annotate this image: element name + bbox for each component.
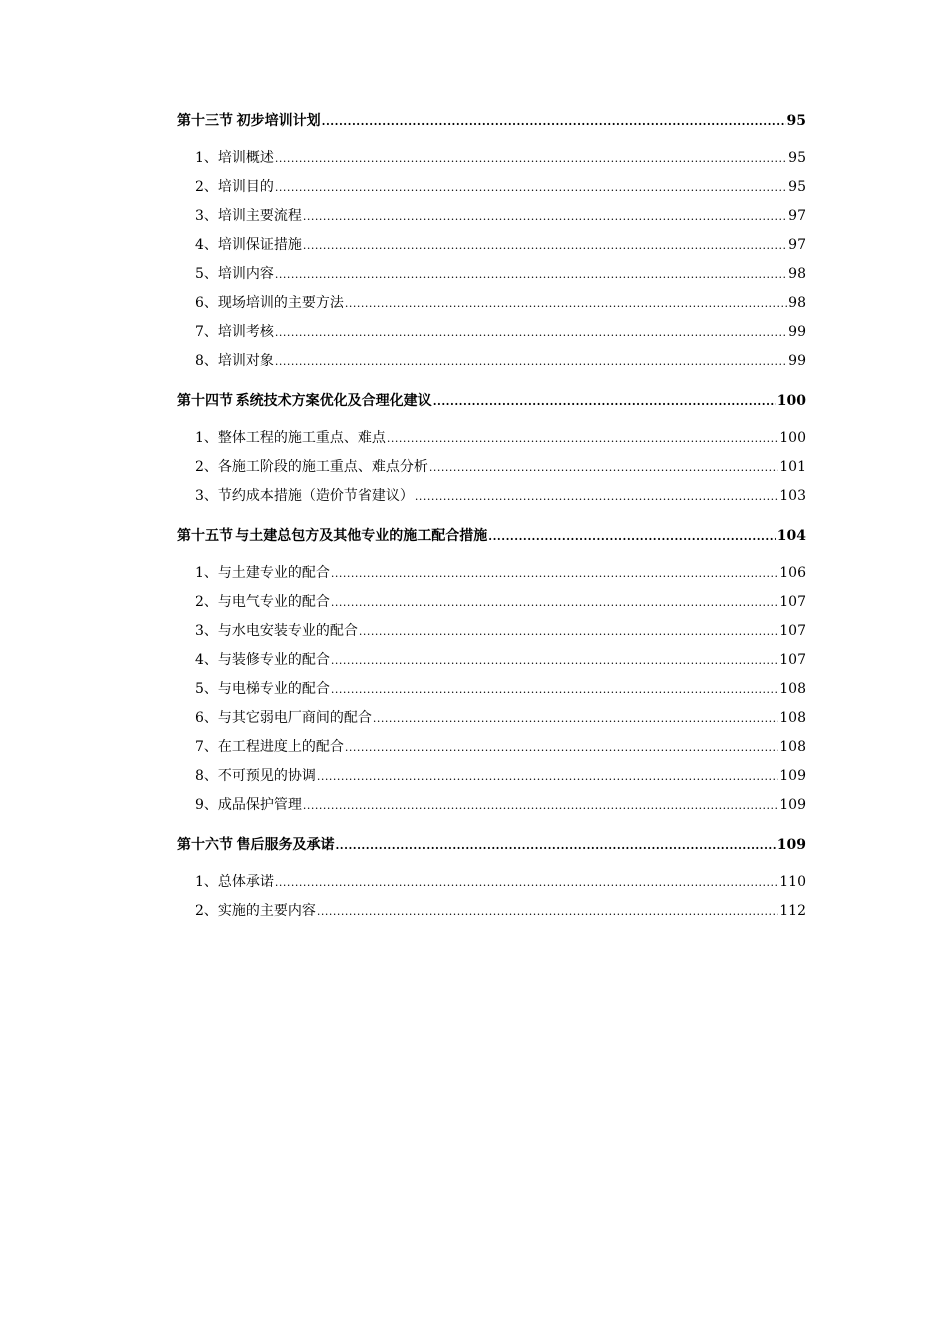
entry-title: 各施工阶段的施工重点、难点分析: [217, 459, 428, 475]
entry-number: 8、: [195, 353, 218, 369]
entry-title: 总体承诺: [217, 874, 274, 890]
dot-leader: [275, 868, 778, 897]
page-number: 99: [788, 324, 806, 340]
page-number: 95: [788, 150, 806, 166]
entry-title: 成品保护管理: [217, 797, 302, 813]
entry-number: 2、: [195, 594, 218, 610]
section-number: 第十五节: [177, 528, 233, 544]
entry-number: 1、: [195, 430, 218, 446]
entry-number: 2、: [195, 459, 218, 475]
page-number: 106: [779, 565, 806, 581]
entry-title: 与水电安装专业的配合: [217, 623, 358, 639]
entry-title: 培训概述: [217, 150, 274, 166]
toc-entry[interactable]: [177, 675, 806, 704]
entry-number: 7、: [195, 324, 218, 340]
entry-title: 培训主要流程: [217, 208, 302, 224]
dot-leader: [373, 704, 778, 733]
toc-entry[interactable]: [177, 453, 806, 482]
page-number: 109: [779, 797, 806, 813]
page-number: 108: [779, 739, 806, 755]
page-number: 107: [779, 623, 806, 639]
toc-entry[interactable]: [177, 260, 806, 289]
entry-number: 3、: [195, 208, 218, 224]
toc-section-13[interactable]: [177, 106, 806, 136]
dot-leader: [275, 173, 787, 202]
entry-title: 与电梯专业的配合: [217, 681, 330, 697]
entry-number: 3、: [195, 623, 218, 639]
page-number: 104: [776, 528, 806, 544]
toc-entry[interactable]: [177, 318, 806, 347]
page-number: 109: [776, 837, 806, 853]
toc-entry[interactable]: [177, 868, 806, 897]
dot-leader: [359, 617, 778, 646]
toc-entry[interactable]: [177, 559, 806, 588]
toc-entry[interactable]: [177, 897, 806, 926]
entry-number: 2、: [195, 179, 218, 195]
page-number: 95: [788, 179, 806, 195]
dot-leader: [275, 260, 787, 289]
entry-number: 4、: [195, 652, 218, 668]
dot-leader: [275, 347, 787, 376]
dot-leader: [429, 453, 778, 482]
toc-section-15[interactable]: [177, 521, 806, 551]
section-title: 与土建总包方及其他专业的施工配合措施: [235, 528, 488, 544]
page-number: 112: [779, 903, 806, 919]
page-number: 100: [776, 393, 806, 409]
entry-title: 培训对象: [217, 353, 274, 369]
entry-number: 8、: [195, 768, 218, 784]
page-number: 108: [779, 710, 806, 726]
dot-leader: [303, 231, 787, 260]
entry-title: 与其它弱电厂商间的配合: [217, 710, 372, 726]
section-title: 售后服务及承诺: [236, 837, 335, 853]
page-number: 100: [779, 430, 806, 446]
entry-number: 5、: [195, 266, 218, 282]
dot-leader: [331, 559, 778, 588]
page-number: 101: [779, 459, 806, 475]
entry-title: 实施的主要内容: [217, 903, 316, 919]
toc-entry[interactable]: [177, 704, 806, 733]
dot-leader: [303, 202, 787, 231]
entry-title: 培训考核: [217, 324, 274, 340]
entry-number: 4、: [195, 237, 218, 253]
dot-leader: [331, 675, 778, 704]
page-number: 109: [779, 768, 806, 784]
page-number: 110: [779, 874, 806, 890]
dot-leader: [415, 482, 778, 511]
section-number: 第十三节: [177, 113, 233, 129]
dot-leader: [331, 588, 778, 617]
entry-number: 3、: [195, 488, 218, 504]
page-number: 98: [788, 266, 806, 282]
toc-entry[interactable]: [177, 202, 806, 231]
toc-entry[interactable]: [177, 347, 806, 376]
dot-leader: [303, 791, 778, 820]
toc-entry[interactable]: [177, 424, 806, 453]
toc-entry[interactable]: [177, 144, 806, 173]
entry-number: 5、: [195, 681, 218, 697]
section-number: 第十六节: [177, 837, 233, 853]
entry-number: 6、: [195, 295, 218, 311]
toc-entry[interactable]: [177, 173, 806, 202]
page-number: 103: [779, 488, 806, 504]
entry-title: 与电气专业的配合: [217, 594, 330, 610]
entry-number: 2、: [195, 903, 218, 919]
page-number: 107: [779, 594, 806, 610]
toc-entry[interactable]: [177, 762, 806, 791]
dot-leader: [488, 522, 776, 552]
entry-number: 7、: [195, 739, 218, 755]
toc-entry[interactable]: [177, 791, 806, 820]
page-number: 97: [788, 237, 806, 253]
section-title: 初步培训计划: [236, 113, 321, 129]
toc-entry[interactable]: [177, 646, 806, 675]
entry-number: 6、: [195, 710, 218, 726]
page-number: 95: [786, 113, 806, 129]
entry-title: 在工程进度上的配合: [217, 739, 344, 755]
page-number: 98: [788, 295, 806, 311]
dot-leader: [275, 144, 787, 173]
entry-title: 节约成本措施（造价节省建议）: [217, 488, 414, 504]
entry-title: 培训保证措施: [217, 237, 302, 253]
toc-section-14[interactable]: [177, 386, 806, 416]
entry-title: 与土建专业的配合: [217, 565, 330, 581]
toc-entry[interactable]: [177, 482, 806, 511]
toc-entry[interactable]: [177, 231, 806, 260]
toc-entry[interactable]: [177, 733, 806, 762]
dot-leader: [331, 646, 778, 675]
entry-title: 与装修专业的配合: [217, 652, 330, 668]
dot-leader: [275, 318, 787, 347]
page-number: 107: [779, 652, 806, 668]
toc-section-16[interactable]: [177, 830, 806, 860]
entry-title: 培训目的: [217, 179, 274, 195]
dot-leader: [317, 897, 778, 926]
dot-leader: [335, 831, 775, 861]
page-number: 99: [788, 353, 806, 369]
dot-leader: [317, 762, 778, 791]
page-number: 108: [779, 681, 806, 697]
entry-number: 1、: [195, 565, 218, 581]
entry-title: 现场培训的主要方法: [217, 295, 344, 311]
dot-leader: [345, 289, 787, 318]
toc-entry[interactable]: [177, 588, 806, 617]
dot-leader: [387, 424, 778, 453]
dot-leader: [345, 733, 778, 762]
toc-entry[interactable]: [177, 289, 806, 318]
dot-leader: [433, 387, 776, 417]
entry-number: 1、: [195, 874, 218, 890]
toc-entry[interactable]: [177, 617, 806, 646]
entry-title: 培训内容: [217, 266, 274, 282]
section-title: 系统技术方案优化及合理化建议: [235, 393, 432, 409]
entry-number: 9、: [195, 797, 218, 813]
entry-title: 整体工程的施工重点、难点: [217, 430, 386, 446]
page-number: 97: [788, 208, 806, 224]
entry-title: 不可预见的协调: [217, 768, 316, 784]
table-of-contents: [177, 106, 806, 926]
section-number: 第十四节: [177, 393, 233, 409]
dot-leader: [322, 107, 786, 137]
entry-number: 1、: [195, 150, 218, 166]
